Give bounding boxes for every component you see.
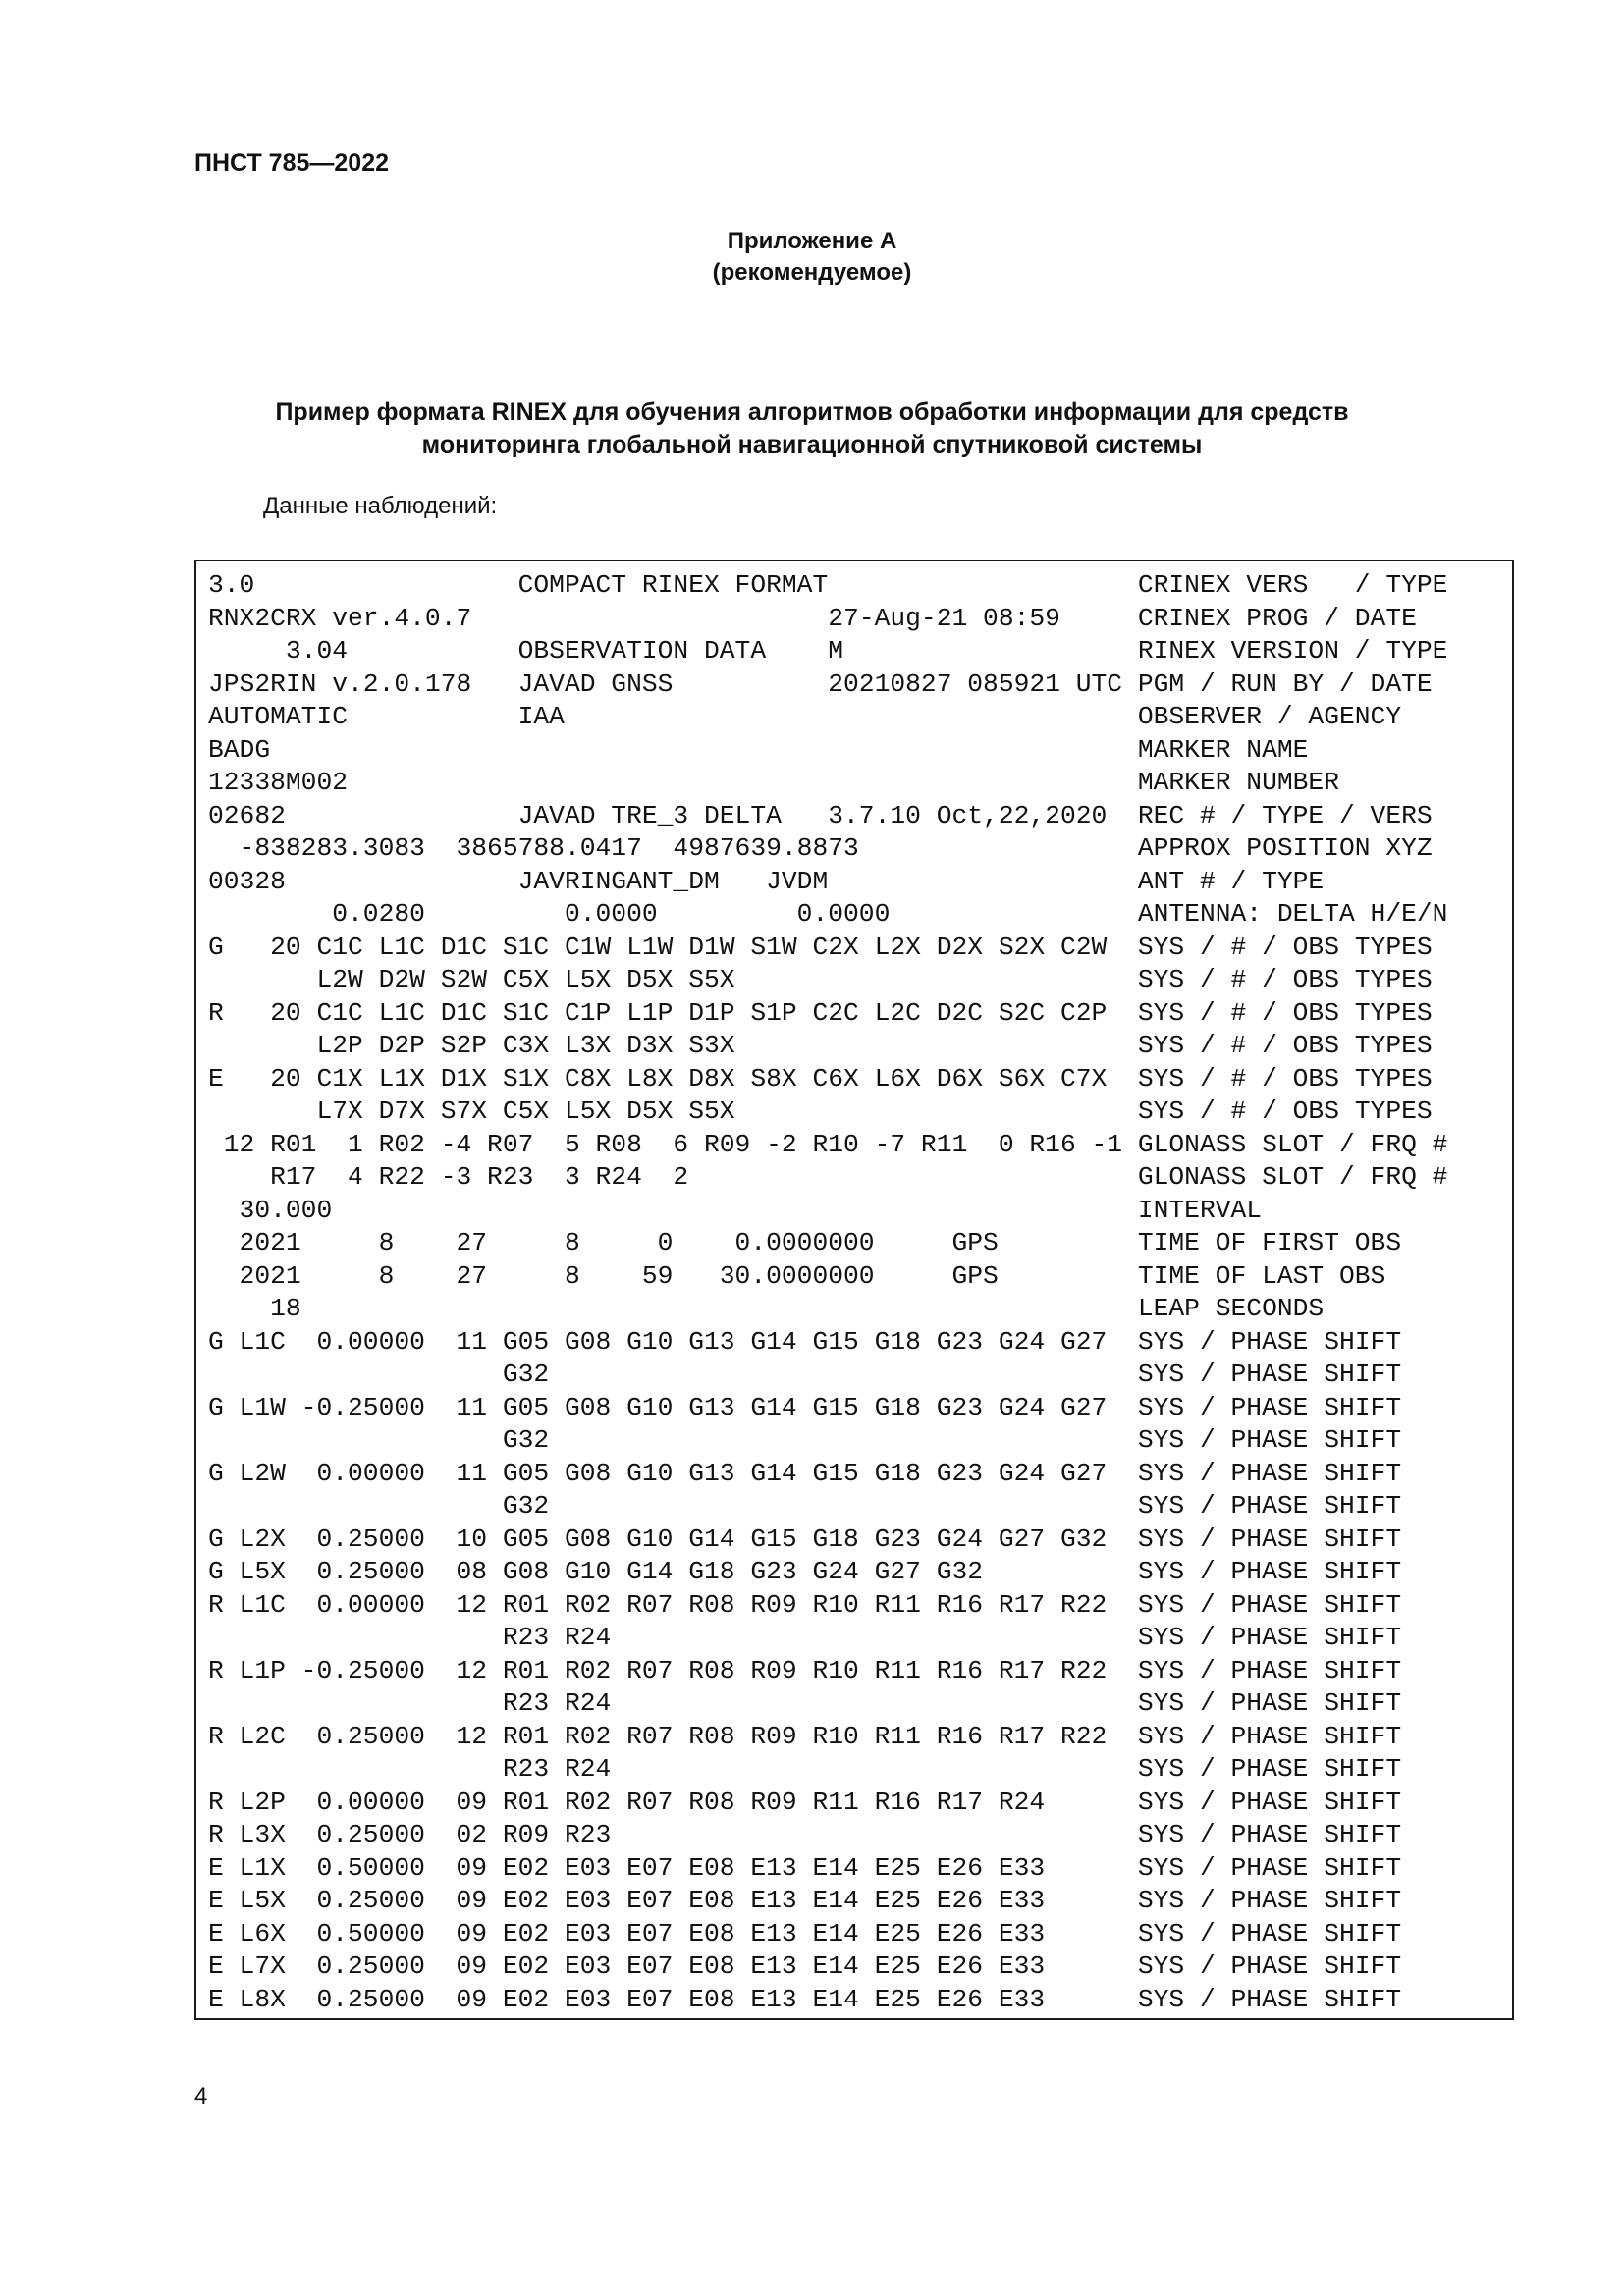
rinex-line: G L1W -0.25000 11 G05 G08 G10 G13 G14 G15 G18 G23 G24 G27 SYS / PHASE SHIFT <box>208 1392 1402 1422</box>
rinex-line: 0.0280 0.0000 0.0000 ANTENNA: DELTA H/E/N <box>208 899 1448 929</box>
rinex-line: 2021 8 27 8 0 0.0000000 GPS TIME OF FIRST OBS <box>208 1228 1402 1257</box>
rinex-line: R23 R24 SYS / PHASE SHIFT <box>208 1623 1402 1652</box>
section-title-line-1: Пример формата RINEX для обучения алгоритмов обработки информации для средств <box>275 399 1349 426</box>
rinex-line: 02682 JAVAD TRE_3 DELTA 3.7.10 Oct,22,2020 REC # / TYPE / VERS <box>208 800 1433 830</box>
rinex-line: BADG MARKER NAME <box>208 734 1309 765</box>
rinex-line: E L1X 0.50000 09 E02 E03 E07 E08 E13 E14 E25 E26 E33 SYS / PHASE SHIFT <box>208 1852 1402 1883</box>
rinex-line: R23 R24 SYS / PHASE SHIFT <box>208 1688 1402 1718</box>
rinex-line: G L5X 0.25000 08 G08 G10 G14 G18 G23 G24 G27 G32 SYS / PHASE SHIFT <box>208 1557 1402 1586</box>
rinex-header-listing <box>194 560 1514 2020</box>
rinex-line: G32 SYS / PHASE SHIFT <box>208 1360 1402 1389</box>
rinex-line: E L7X 0.25000 09 E02 E03 E07 E08 E13 E14 E25 E26 E33 SYS / PHASE SHIFT <box>208 1951 1402 1981</box>
intro-text: Данные наблюдений: <box>263 493 498 519</box>
annex-status: (рекомендуемое) <box>712 259 912 286</box>
document-code: ПНСТ 785—2022 <box>194 149 389 177</box>
rinex-line: 00328 JAVRINGANT_DM JVDM ANT # / TYPE <box>208 866 1325 896</box>
rinex-line: G 20 C1C L1C D1C S1C C1W L1W D1W S1W C2X L2X D2X S2X C2W SYS / # / OBS TYPES <box>208 932 1433 962</box>
annex-heading <box>0 226 1624 289</box>
rinex-line: 12 R01 1 R02 -4 R07 5 R08 6 R09 -2 R10 -7 R11 0 R16 -1 GLONASS SLOT / FRQ # <box>208 1129 1448 1159</box>
section-title <box>0 397 1624 461</box>
rinex-line: 12338M002 MARKER NUMBER <box>208 768 1339 797</box>
rinex-line: AUTOMATIC IAA OBSERVER / AGENCY <box>208 702 1402 731</box>
rinex-line: R L3X 0.25000 02 R09 R23 SYS / PHASE SHIFT <box>208 1820 1402 1849</box>
rinex-line: 2021 8 27 8 59 30.0000000 GPS TIME OF LAST OBS <box>208 1260 1386 1291</box>
page-number: 4 <box>194 2083 208 2109</box>
rinex-line: RNX2CRX ver.4.0.7 27-Aug-21 08:59 CRINEX PROG / DATE <box>208 603 1417 633</box>
rinex-line: 3.0 COMPACT RINEX FORMAT CRINEX VERS / TYPE <box>208 570 1448 600</box>
rinex-line: R L2C 0.25000 12 R01 R02 R07 R08 R09 R10 R11 R16 R17 R22 SYS / PHASE SHIFT <box>208 1721 1402 1751</box>
section-title-line-2: мониторинга глобальной навигационной спутниковой системы <box>421 431 1203 458</box>
rinex-line: R23 R24 SYS / PHASE SHIFT <box>208 1754 1402 1784</box>
rinex-line: E 20 C1X L1X D1X S1X C8X L8X D8X S8X C6X L6X D6X S6X C7X SYS / # / OBS TYPES <box>208 1063 1433 1094</box>
rinex-line: R L1C 0.00000 12 R01 R02 R07 R08 R09 R10 R11 R16 R17 R22 SYS / PHASE SHIFT <box>208 1589 1402 1620</box>
rinex-line: R 20 C1C L1C D1C S1C C1P L1P D1P S1P C2C L2C D2C S2C C2P SYS / # / OBS TYPES <box>208 997 1433 1028</box>
rinex-line: R L1P -0.25000 12 R01 R02 R07 R08 R09 R10 R11 R16 R17 R22 SYS / PHASE SHIFT <box>208 1655 1402 1685</box>
rinex-line: 3.04 OBSERVATION DATA M RINEX VERSION / TYPE <box>208 636 1448 666</box>
rinex-line: E L8X 0.25000 09 E02 E03 E07 E08 E13 E14 E25 E26 E33 SYS / PHASE SHIFT <box>208 1984 1402 2014</box>
rinex-line: E L6X 0.50000 09 E02 E03 E07 E08 E13 E14 E25 E26 E33 SYS / PHASE SHIFT <box>208 1918 1402 1949</box>
rinex-line: -838283.3083 3865788.0417 4987639.8873 APPROX POSITION XYZ <box>208 833 1433 863</box>
rinex-line: 18 LEAP SECONDS <box>208 1294 1325 1323</box>
rinex-line: G32 SYS / PHASE SHIFT <box>208 1425 1402 1455</box>
rinex-line: L2W D2W S2W C5X L5X D5X S5X SYS / # / OBS TYPES <box>208 965 1433 994</box>
rinex-line: R17 4 R22 -3 R23 3 R24 2 GLONASS SLOT / FRQ # <box>208 1162 1448 1192</box>
rinex-line: G L2X 0.25000 10 G05 G08 G10 G14 G15 G18 G23 G24 G27 G32 SYS / PHASE SHIFT <box>208 1523 1402 1554</box>
rinex-line: G L1C 0.00000 11 G05 G08 G10 G13 G14 G15 G18 G23 G24 G27 SYS / PHASE SHIFT <box>208 1326 1402 1357</box>
rinex-line: L7X D7X S7X C5X L5X D5X S5X SYS / # / OBS TYPES <box>208 1096 1433 1126</box>
rinex-line: E L5X 0.25000 09 E02 E03 E07 E08 E13 E14 E25 E26 E33 SYS / PHASE SHIFT <box>208 1886 1402 1915</box>
annex-title: Приложение А <box>727 228 897 254</box>
rinex-line: R L2P 0.00000 09 R01 R02 R07 R08 R09 R11 R16 R17 R24 SYS / PHASE SHIFT <box>208 1787 1402 1817</box>
rinex-line: G L2W 0.00000 11 G05 G08 G10 G13 G14 G15 G18 G23 G24 G27 SYS / PHASE SHIFT <box>208 1458 1402 1488</box>
rinex-line: L2P D2P S2P C3X L3X D3X S3X SYS / # / OBS TYPES <box>208 1031 1433 1060</box>
rinex-line: JPS2RIN v.2.0.178 JAVAD GNSS 20210827 085921 UTC PGM / RUN BY / DATE <box>208 668 1433 699</box>
rinex-line: 30.000 INTERVAL <box>208 1195 1263 1225</box>
rinex-line: G32 SYS / PHASE SHIFT <box>208 1491 1402 1521</box>
